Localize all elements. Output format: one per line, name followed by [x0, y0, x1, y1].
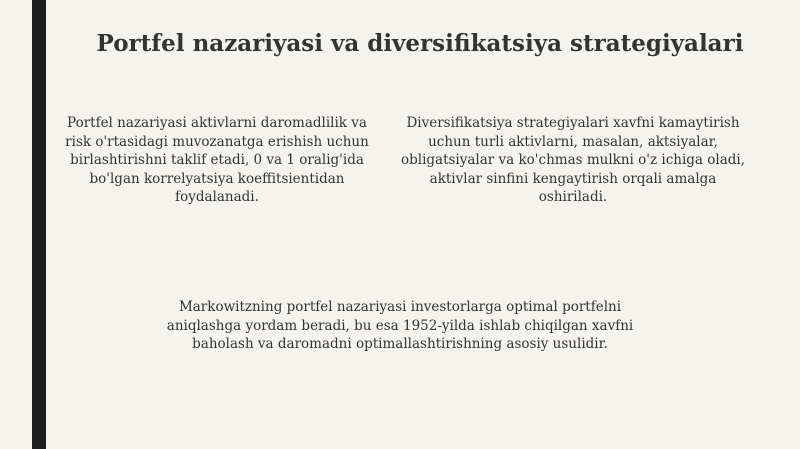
- bottom-paragraph: Markowitzning portfel nazariyasi investorlarga optimal portfelni aniqlashga yordam beradi, bu esa 1952-yilda ishlab chiqilgan xavfni baholash va daromadni optimallashtirishning asosiy usulidir.: [166, 299, 634, 352]
- left-paragraph: Portfel nazariyasi aktivlarni daromadlilik va risk o'rtasidagi muvozanatga erishish uchun birlashtirishni taklif etadi, 0 va 1 oralig'ida bo'lgan korrelyatsiya koeffitsientidan foydalanadi.: [65, 115, 369, 205]
- accent-bar: [32, 0, 46, 449]
- slide-title: Portfel nazariyasi va diversifikatsiya strategiyalari: [96, 30, 744, 57]
- right-paragraph: Diversifikatsiya strategiyalari xavfni kamaytirish uchun turli aktivlarni, masalan, aktsiyalar, obligatsiyalar va ko'chmas mulkni o'z ichiga oladi, aktivlar sinfini kengaytirish orqali amalga oshiriladi.: [400, 115, 746, 205]
